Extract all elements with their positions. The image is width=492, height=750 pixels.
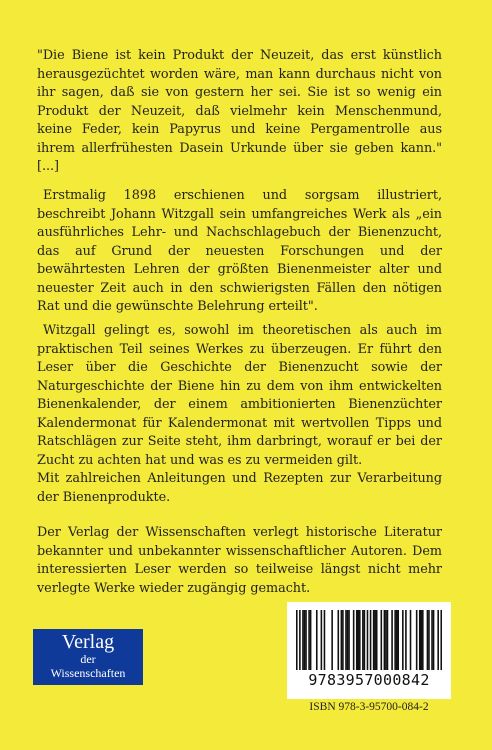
barcode-bar — [308, 610, 310, 670]
logo-line-der: der — [80, 652, 96, 666]
barcode-bar — [396, 610, 398, 670]
barcode-bar — [347, 610, 349, 670]
barcode-bar — [321, 610, 323, 670]
barcode-bar — [331, 610, 333, 670]
publisher-logo — [33, 629, 143, 685]
barcode-bar — [364, 610, 366, 670]
barcode-bar — [419, 610, 421, 670]
barcode-bar — [387, 610, 389, 670]
barcode-bar — [410, 610, 412, 670]
barcode-bar — [367, 610, 369, 670]
barcode-bar — [302, 610, 304, 670]
barcode-box — [287, 602, 451, 699]
success-text: Witzgall gelingt es, sowohl im theoretischen als auch im praktischen Teil seines Werkes zu überzeugen. Er führt den Leser über die Geschichte der Bienenzucht sowie der Naturgeschichte der Biene hin zu dem von ihm entwickelten Bienenkalender, der einem ambitionierten Bienenzüchter Kalendermonat für Kalendermonat mit wertvollen Tipps und Ratschlägen zur Seite steht, ihm darbringt, worauf er bei der Zucht zu achten hat und was es zu vermeiden gilt. — [37, 323, 442, 468]
barcode-bar — [324, 610, 326, 670]
barcode-bar — [391, 610, 393, 670]
barcode-bar — [304, 610, 306, 670]
barcode-bar — [416, 610, 418, 670]
barcode-bar — [440, 610, 442, 670]
logo-line-verlag: Verlag — [61, 631, 115, 653]
barcode-bar — [422, 610, 424, 670]
quote-paragraph — [37, 47, 442, 177]
barcode-bar — [342, 610, 344, 670]
barcode-bar — [420, 610, 422, 670]
quote-text: "Die Biene ist kein Produkt der Neuzeit, das erst künstlich herausgezüchtet worden wäre, man kann durchaus nicht von ihr sagen, daß sie von gestern her sei. Sie ist so wenig ein Produkt der Neuzeit, daß vielmehr kein Menschenmund, keine Feder, kein Papyrus und keine Pergamentrolle aus ihrem allerfrühesten Dasein Urkunde über sie geben kann." [...] — [37, 48, 442, 174]
publisher-text: Der Verlag der Wissenschaften verlegt historische Literatur bekannter und unbekannter wissenschaftlicher Autoren. Dem interessierten Leser werden so teilweise längst nicht mehr verlegte Werke wieder zugängig gemacht. — [37, 525, 442, 596]
barcode-bar — [357, 610, 359, 670]
barcode-bar — [376, 610, 378, 670]
barcode-bar — [348, 610, 350, 670]
publisher-paragraph — [37, 524, 442, 598]
barcode-bar — [299, 610, 301, 670]
barcode-bar — [394, 610, 396, 670]
barcode-bar — [359, 610, 361, 670]
barcode-bar — [341, 610, 343, 670]
barcode-bar — [427, 610, 429, 670]
barcode-bar — [345, 610, 347, 670]
barcode-digits: 9783957000842 — [308, 671, 430, 689]
logo-line-wissenschaften: Wissenschaften — [50, 666, 126, 680]
barcode-bar — [397, 610, 399, 670]
barcode-bar — [370, 610, 372, 670]
barcode-bar — [362, 610, 364, 670]
barcode-bar — [373, 610, 375, 670]
isbn-label: ISBN 978-3-95700-084-2 — [309, 701, 429, 713]
barcode-bar — [310, 610, 312, 670]
barcode-bar — [356, 610, 358, 670]
barcode-bar — [428, 610, 430, 670]
barcode-bar — [353, 610, 355, 670]
barcode-bar — [433, 610, 435, 670]
barcode-bar — [305, 610, 307, 670]
barcode-bar — [402, 610, 404, 670]
barcode-bar — [385, 610, 387, 670]
about-text: Erstmalig 1898 erschienen und sorgsam illustriert, beschreibt Johann Witzgall sein umfangreiches Werk als „ein ausführliches Lehr- und Nachschlagebuch der Bienenzucht, das auf Grund der neuesten Forschungen und der bewährtesten Lehren der größten Bienenmeister alter und neuester Zeit auch in den schwierigsten Fällen den nötigen Rat und die gewünschte Belehrung erteilt". — [37, 188, 442, 314]
barcode-bar — [296, 610, 298, 670]
barcode-bar — [405, 610, 407, 670]
barcode-bar — [374, 610, 376, 670]
description-section — [37, 322, 442, 507]
recipes-text: Mit zahlreichen Anleitungen und Rezepten zur Verarbeitung der Bienenprodukte. — [37, 471, 442, 505]
barcode-bar — [437, 610, 439, 670]
barcode-image — [296, 610, 442, 670]
barcode-bar — [337, 610, 339, 670]
barcode-bar — [384, 610, 386, 670]
about-paragraph — [37, 187, 442, 317]
barcode-bar — [381, 610, 383, 670]
barcode-bar — [431, 610, 433, 670]
barcode-bar — [316, 610, 318, 670]
